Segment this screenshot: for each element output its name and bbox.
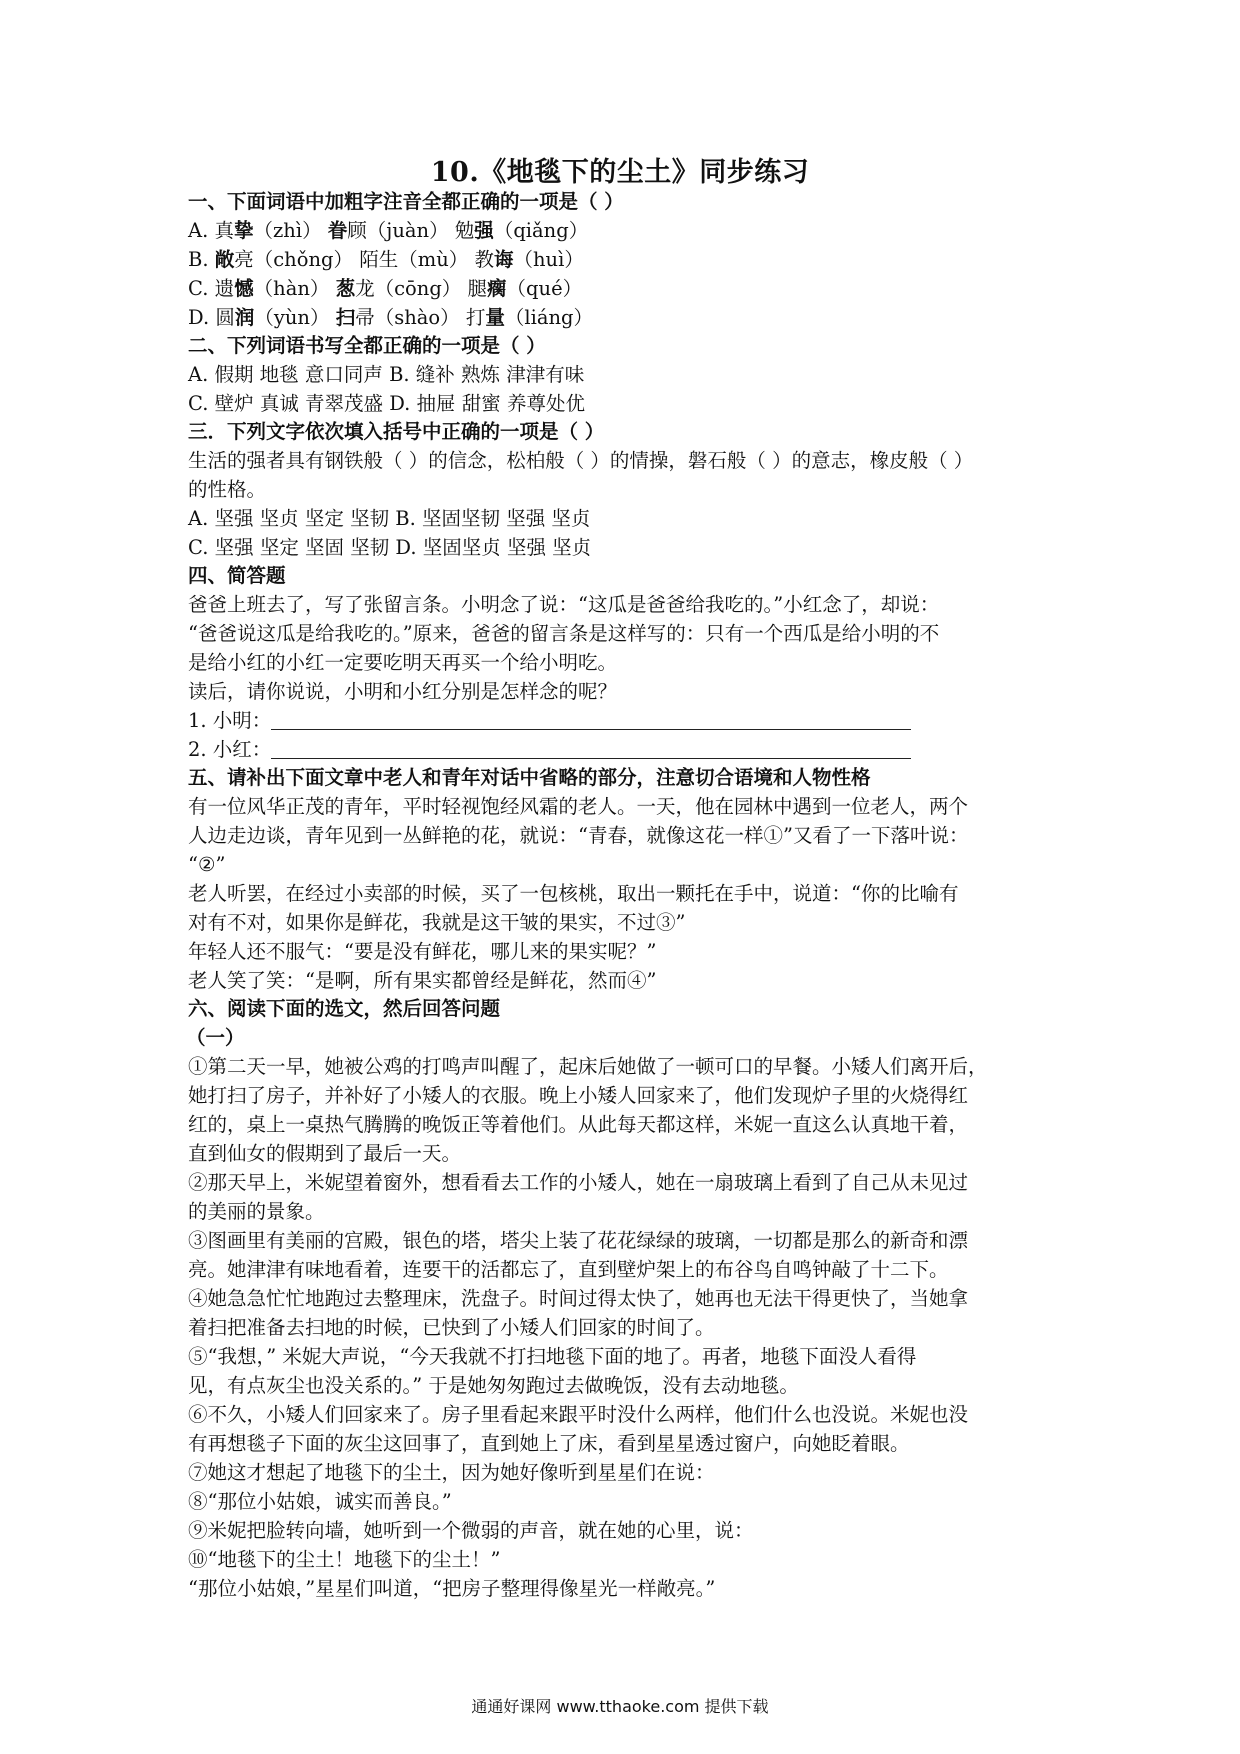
- passage-line: ④她急急忙忙地跑过去整理床，洗盘子。时间过得太快了，她再也无法干得更快了，当她拿: [188, 1287, 969, 1310]
- q1-option-a: A. 真挚（zhì） 眷顾（juàn） 勉强（qiǎng）: [188, 219, 589, 242]
- passage-line: ⑤“我想，” 米妮大声说，“今天我就不打扫地毯下面的地了。再者，地毯下面没人看得: [188, 1345, 917, 1368]
- q3-heading: 三．下列文字依次填入括号中正确的一项是（ ）: [188, 420, 605, 443]
- passage-line: “那位小姑娘，”星星们叫道，“把房子整理得像星光一样敞亮。”: [188, 1577, 716, 1600]
- passage-line: ⑨米妮把脸转向墙，她听到一个微弱的声音，就在她的心里，说：: [188, 1519, 754, 1542]
- q1-option-d: D. 圆润（yùn） 扫帚（shào） 打量（liáng）: [188, 306, 594, 329]
- q3-text-line: 生活的强者具有钢铁般（ ）的信念，松柏般（ ）的情操，磐石般（ ）的意志，橡皮般（ ）: [188, 449, 974, 472]
- q1-heading: 一、下面词语中加粗字注音全都正确的一项是（ ）: [188, 190, 624, 213]
- q4-answer-xiaohong: 2. 小红：: [188, 737, 911, 763]
- q2-options-line: C. 壁炉 真诚 青翠茂盛 D. 抽屉 甜蜜 养尊处优: [188, 392, 585, 415]
- page-title: 10.《地毯下的尘土》同步练习: [430, 157, 810, 188]
- q3-text-line: 的性格。: [188, 478, 267, 501]
- passage-line: 直到仙女的假期到了最后一天。: [188, 1142, 462, 1165]
- q3-options-line: C. 坚强 坚定 坚固 坚韧 D. 坚固坚贞 坚强 坚贞: [188, 536, 592, 559]
- passage-line: 有再想毯子下面的灰尘这回事了，直到她上了床，看到星星透过窗户，向她眨着眼。: [188, 1432, 910, 1455]
- passage-line: 她打扫了房子，并补好了小矮人的衣服。晚上小矮人回家来了，他们发现炉子里的火烧得红: [188, 1084, 969, 1107]
- q2-options-line: A. 假期 地毯 意口同声 B. 缝补 熟炼 津津有味: [188, 363, 585, 386]
- q5-heading: 五、请补出下面文章中老人和青年对话中省略的部分，注意切合语境和人物性格: [188, 766, 871, 789]
- passage-line: ②那天早上，米妮望着窗外，想看看去工作的小矮人，她在一扇玻璃上看到了自己从未见过: [188, 1171, 969, 1194]
- passage-line: 亮。她津津有味地看着，连要干的活都忘了，直到壁炉架上的布谷鸟自鸣钟敲了十二下。: [188, 1258, 949, 1281]
- q5-text-line: 有一位风华正茂的青年，平时轻视饱经风霜的老人。一天，他在园林中遇到一位老人，两个: [188, 795, 969, 818]
- q4-text-line: 是给小红的小红一定要吃明天再买一个给小明吃。: [188, 651, 618, 674]
- passage-line: ①第二天一早，她被公鸡的打鸣声叫醒了，起床后她做了一顿可口的早餐。小矮人们离开后，: [188, 1055, 988, 1078]
- passage-line: ⑧“那位小姑娘，诚实而善良。”: [188, 1490, 452, 1513]
- q5-text-line: 对有不对，如果你是鲜花，我就是这干皱的果实，不过③”: [188, 911, 686, 934]
- q1-option-c: C. 遗憾（hàn） 葱龙（cōng） 腿瘸（qué）: [188, 277, 583, 300]
- q5-text-line: 老人听罢，在经过小卖部的时候，买了一包核桃，取出一颗托在手中，说道：“你的比喻有: [188, 882, 959, 905]
- passage-line: 着扫把准备去扫地的时候，已快到了小矮人们回家的时间了。: [188, 1316, 715, 1339]
- answer-blank-xiaohong[interactable]: [271, 740, 911, 759]
- q5-text-line: 老人笑了笑：“是啊，所有果实都曾经是鲜花，然而④”: [188, 969, 657, 992]
- passage-line: 红的，桌上一桌热气腾腾的晚饭正等着他们。从此每天都这样，米妮一直这么认真地干着，: [188, 1113, 969, 1136]
- q4-text-line: 读后，请你说说，小明和小红分别是怎样念的呢？: [188, 680, 618, 703]
- q5-text-line: 人边走边谈，青年见到一丛鲜艳的花，就说：“青春，就像这花一样①”又看了一下落叶说：: [188, 824, 969, 847]
- answer-blank-xiaoming[interactable]: [271, 711, 911, 730]
- q4-text-line: “爸爸说这瓜是给我吃的。”原来，爸爸的留言条是这样写的：只有一个西瓜是给小明的不: [188, 622, 940, 645]
- passage-line: ③图画里有美丽的宫殿，银色的塔，塔尖上装了花花绿绿的玻璃，一切都是那么的新奇和漂: [188, 1229, 969, 1252]
- q3-options-line: A. 坚强 坚贞 坚定 坚韧 B. 坚固坚韧 坚强 坚贞: [188, 507, 591, 530]
- q4-heading: 四、简答题: [188, 564, 286, 587]
- q6-subheading: （一）: [186, 1026, 245, 1049]
- passage-line: 见，有点灰尘也没关系的。” 于是她匆匆跑过去做晚饭，没有去动地毯。: [188, 1374, 799, 1397]
- q6-heading: 六、阅读下面的选文，然后回答问题: [188, 997, 501, 1020]
- passage-line: ⑩“地毯下的尘土！地毯下的尘土！”: [188, 1548, 501, 1571]
- passage-line: ⑥不久，小矮人们回家来了。房子里看起来跟平时没什么两样，他们什么也没说。米妮也没: [188, 1403, 969, 1426]
- q1-option-b: B. 敞亮（chǒng） 陌生（mù） 教诲（huì）: [188, 248, 584, 271]
- page-footer: 通通好课网 www.tthaoke.com 提供下载: [471, 1697, 769, 1716]
- q4-answer-xiaoming: 1. 小明：: [188, 708, 911, 734]
- q4-text-line: 爸爸上班去了，写了张留言条。小明念了说：“这瓜是爸爸给我吃的。”小红念了，却说：: [188, 593, 940, 616]
- q5-text-line: 年轻人还不服气：“要是没有鲜花，哪儿来的果实呢？”: [188, 940, 657, 963]
- q5-text-line: “②”: [188, 853, 226, 876]
- passage-line: ⑦她这才想起了地毯下的尘土，因为她好像听到星星们在说：: [188, 1461, 715, 1484]
- passage-line: 的美丽的景象。: [188, 1200, 325, 1223]
- q2-heading: 二、下列词语书写全都正确的一项是（ ）: [188, 334, 546, 357]
